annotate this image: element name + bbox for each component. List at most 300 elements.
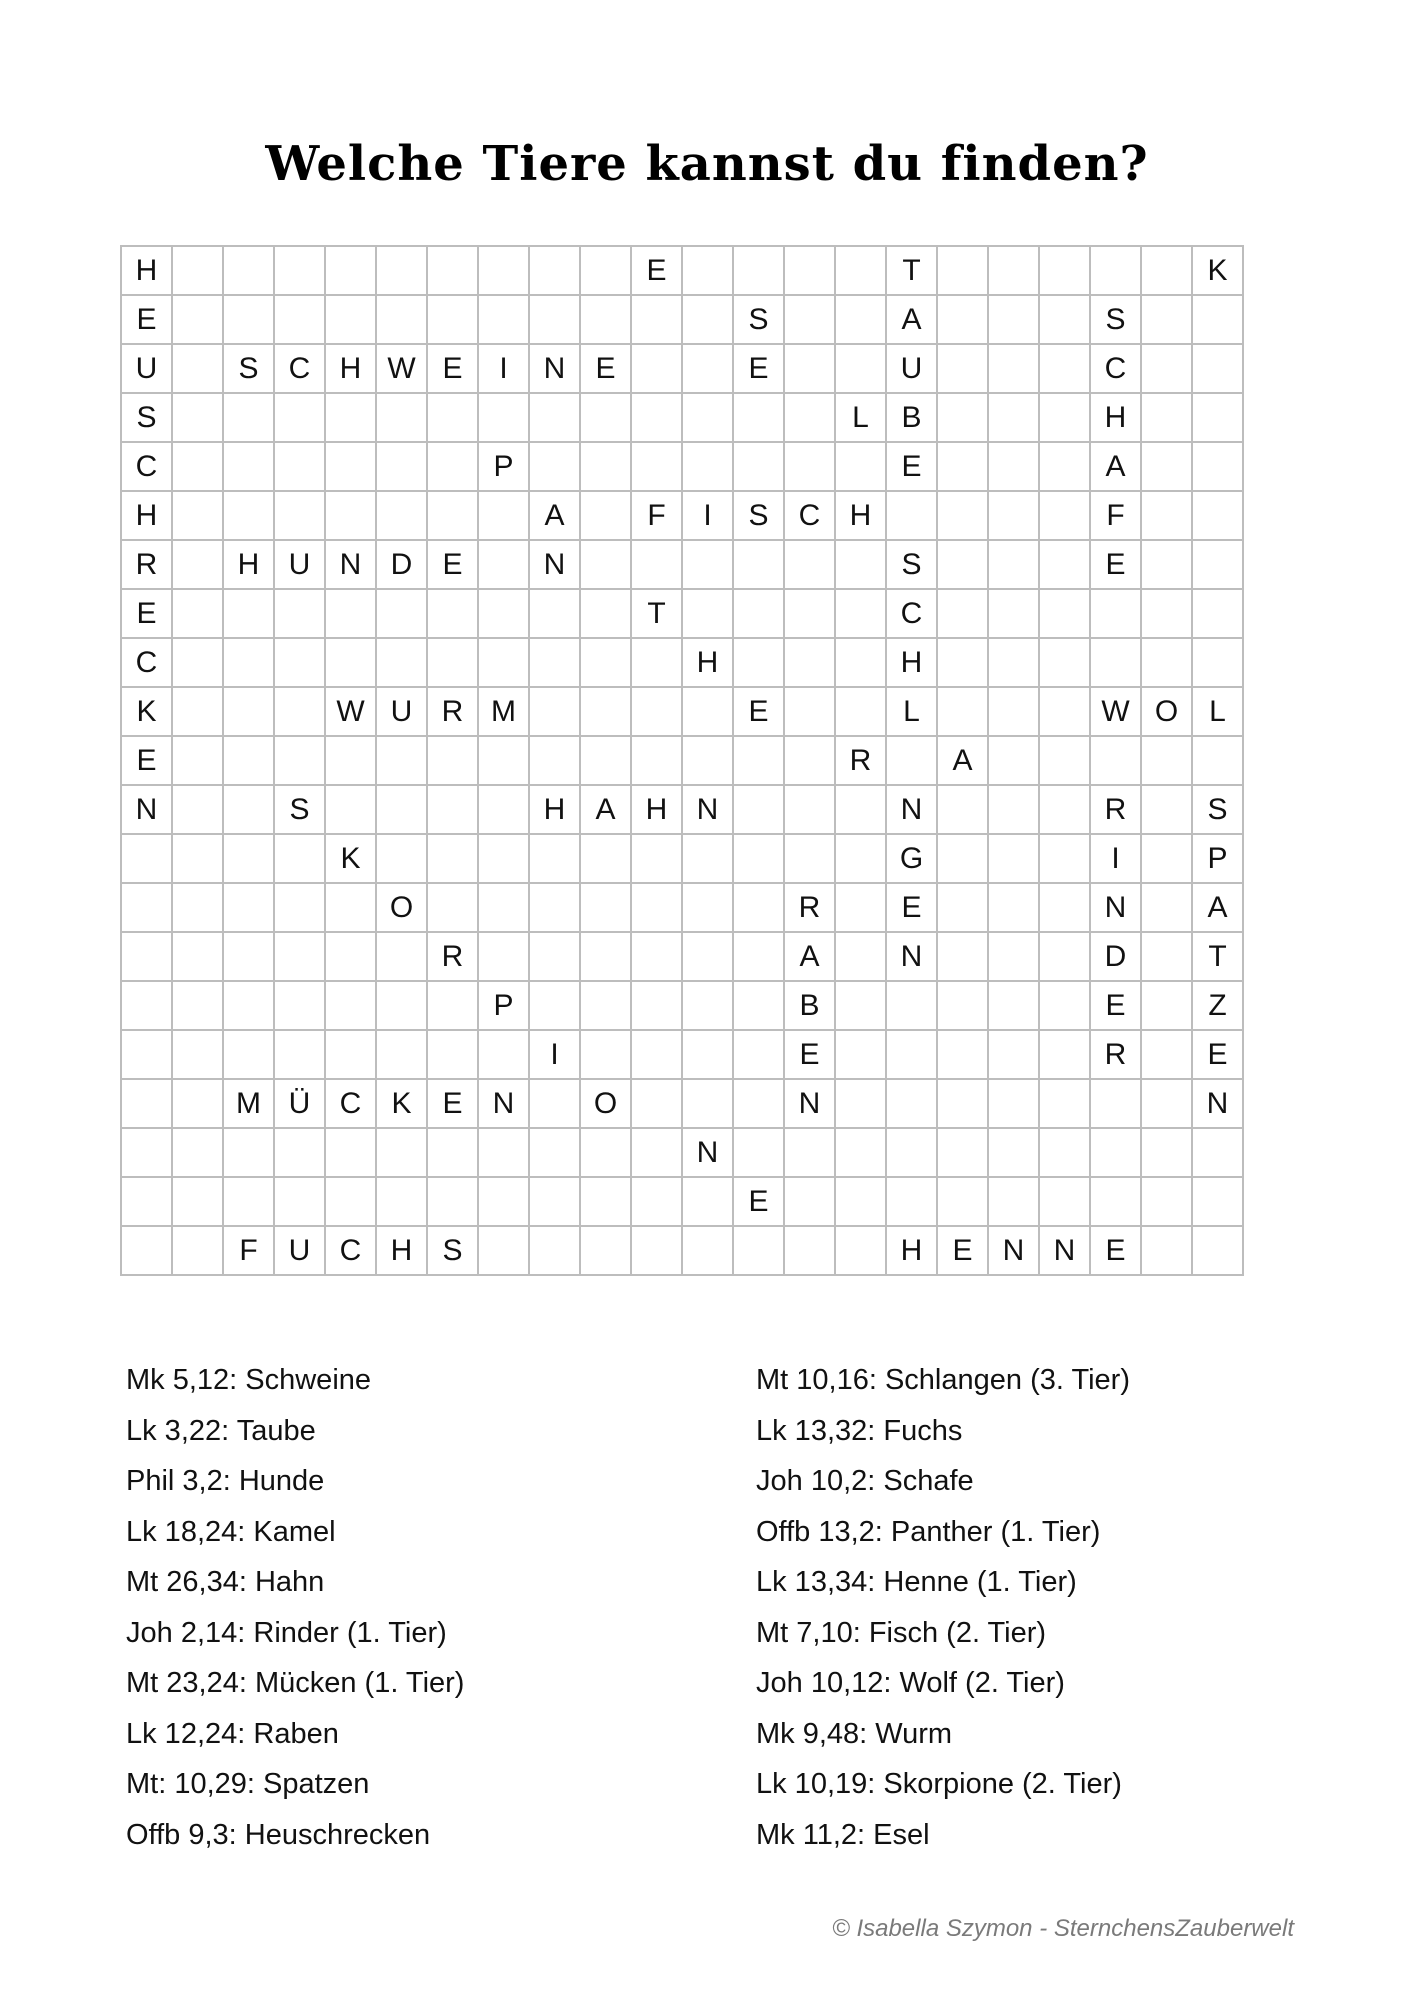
grid-cell — [376, 1128, 427, 1177]
grid-cell — [682, 1079, 733, 1128]
clue-item: Mk 9,48: Wurm — [756, 1717, 953, 1750]
grid-cell — [325, 638, 376, 687]
grid-cell — [325, 295, 376, 344]
grid-cell — [325, 981, 376, 1030]
grid-cell — [988, 834, 1039, 883]
grid-cell — [733, 932, 784, 981]
grid-cell — [733, 736, 784, 785]
clue-item: Offb 9,3: Heuschrecken — [126, 1818, 431, 1851]
grid-cell — [427, 981, 478, 1030]
copyright-notice: © Isabella Szymon - SternchensZauberwelt — [832, 1915, 1294, 1942]
grid-cell — [1039, 981, 1090, 1030]
grid-cell: C — [325, 1226, 376, 1275]
grid-cell: N — [1090, 883, 1141, 932]
grid-cell — [580, 1226, 631, 1275]
grid-cell: K — [1192, 246, 1243, 295]
grid-cell — [580, 687, 631, 736]
grid-cell — [988, 491, 1039, 540]
grid-cell — [325, 785, 376, 834]
grid-cell — [427, 1128, 478, 1177]
grid-cell — [1141, 1226, 1192, 1275]
grid-cell — [1141, 295, 1192, 344]
grid-cell: C — [274, 344, 325, 393]
grid-cell — [325, 393, 376, 442]
grid-cell: G — [886, 834, 937, 883]
grid-cell — [172, 785, 223, 834]
grid-cell: E — [1090, 981, 1141, 1030]
grid-cell: M — [223, 1079, 274, 1128]
grid-cell — [784, 1226, 835, 1275]
grid-cell: N — [325, 540, 376, 589]
grid-cell — [427, 834, 478, 883]
grid-cell — [529, 442, 580, 491]
grid-cell — [784, 540, 835, 589]
grid-cell — [682, 295, 733, 344]
grid-cell: L — [835, 393, 886, 442]
grid-cell: H — [835, 491, 886, 540]
grid-cell — [580, 1128, 631, 1177]
grid-cell — [580, 540, 631, 589]
grid-cell: A — [1090, 442, 1141, 491]
grid-cell: T — [1192, 932, 1243, 981]
grid-cell — [529, 1177, 580, 1226]
grid-row — [121, 540, 1243, 589]
grid-cell — [1141, 883, 1192, 932]
grid-cell — [1039, 736, 1090, 785]
grid-cell: C — [121, 638, 172, 687]
grid-cell — [274, 981, 325, 1030]
grid-cell — [274, 883, 325, 932]
grid-cell: N — [478, 1079, 529, 1128]
grid-cell — [1039, 932, 1090, 981]
grid-cell — [427, 491, 478, 540]
grid-cell — [1192, 540, 1243, 589]
grid-cell — [631, 932, 682, 981]
grid-cell: E — [427, 1079, 478, 1128]
grid-cell — [784, 638, 835, 687]
grid-cell — [529, 589, 580, 638]
grid-row — [121, 295, 1243, 344]
grid-cell — [937, 589, 988, 638]
grid-cell — [1192, 442, 1243, 491]
grid-cell — [682, 687, 733, 736]
grid-cell — [121, 1128, 172, 1177]
grid-cell: U — [274, 1226, 325, 1275]
grid-cell — [172, 246, 223, 295]
grid-cell: E — [631, 246, 682, 295]
grid-cell — [478, 834, 529, 883]
grid-cell: E — [733, 1177, 784, 1226]
grid-cell — [631, 344, 682, 393]
grid-cell: R — [121, 540, 172, 589]
clue-item: Joh 10,2: Schafe — [756, 1465, 974, 1497]
grid-cell — [376, 246, 427, 295]
grid-cell: E — [1090, 1226, 1141, 1275]
grid-cell — [325, 1030, 376, 1079]
grid-cell — [1192, 1128, 1243, 1177]
grid-cell — [835, 932, 886, 981]
grid-cell — [172, 491, 223, 540]
grid-cell — [223, 1030, 274, 1079]
grid-cell — [172, 834, 223, 883]
grid-cell — [937, 883, 988, 932]
grid-cell: N — [1192, 1079, 1243, 1128]
grid-cell: C — [1090, 344, 1141, 393]
grid-cell — [121, 883, 172, 932]
grid-cell — [631, 1030, 682, 1079]
grid-cell: D — [1090, 932, 1141, 981]
grid-cell — [274, 687, 325, 736]
grid-cell — [733, 589, 784, 638]
grid-cell: H — [376, 1226, 427, 1275]
grid-cell — [784, 687, 835, 736]
grid-cell — [529, 638, 580, 687]
grid-cell — [988, 442, 1039, 491]
grid-cell: T — [631, 589, 682, 638]
grid-cell: A — [529, 491, 580, 540]
grid-cell — [223, 932, 274, 981]
clue-item: Phil 3,2: Hunde — [126, 1465, 325, 1497]
grid-cell — [325, 246, 376, 295]
grid-cell — [682, 932, 733, 981]
grid-cell — [427, 1177, 478, 1226]
grid-cell: U — [886, 344, 937, 393]
grid-cell: C — [121, 442, 172, 491]
grid-cell — [121, 1226, 172, 1275]
grid-cell — [988, 393, 1039, 442]
grid-cell — [835, 344, 886, 393]
grid-cell — [988, 736, 1039, 785]
grid-cell — [274, 1177, 325, 1226]
grid-cell — [223, 981, 274, 1030]
grid-cell — [274, 932, 325, 981]
grid-cell — [376, 393, 427, 442]
grid-cell: R — [1090, 1030, 1141, 1079]
grid-cell: S — [733, 491, 784, 540]
grid-cell — [1141, 1079, 1192, 1128]
grid-cell — [733, 393, 784, 442]
grid-cell — [835, 1128, 886, 1177]
grid-cell — [784, 1128, 835, 1177]
grid-cell — [427, 442, 478, 491]
grid-cell: M — [478, 687, 529, 736]
grid-cell — [223, 393, 274, 442]
grid-cell — [427, 785, 478, 834]
grid-cell: N — [529, 540, 580, 589]
grid-cell — [988, 1128, 1039, 1177]
grid-cell: S — [223, 344, 274, 393]
grid-row — [121, 687, 1243, 736]
grid-cell — [1090, 246, 1141, 295]
grid-cell — [427, 393, 478, 442]
grid-cell: S — [733, 295, 784, 344]
grid-cell — [835, 442, 886, 491]
grid-cell — [682, 736, 733, 785]
grid-cell — [121, 834, 172, 883]
grid-row — [121, 638, 1243, 687]
grid-cell — [223, 442, 274, 491]
clue-item: Offb 13,2: Panther (1. Tier) — [756, 1515, 1101, 1548]
grid-cell: S — [1192, 785, 1243, 834]
grid-cell — [1090, 1177, 1141, 1226]
grid-row — [121, 785, 1243, 834]
grid-cell — [427, 883, 478, 932]
grid-cell — [325, 932, 376, 981]
grid-cell — [325, 1128, 376, 1177]
grid-cell — [325, 491, 376, 540]
grid-cell — [325, 442, 376, 491]
grid-cell — [682, 540, 733, 589]
grid-cell — [274, 295, 325, 344]
grid-cell — [223, 638, 274, 687]
clue-item: Lk 18,24: Kamel — [126, 1515, 336, 1548]
grid-cell — [937, 295, 988, 344]
grid-cell — [1090, 1128, 1141, 1177]
grid-cell — [529, 246, 580, 295]
grid-cell — [784, 785, 835, 834]
grid-cell: E — [121, 736, 172, 785]
grid-cell — [1039, 687, 1090, 736]
grid-cell: H — [886, 638, 937, 687]
grid-cell: E — [1192, 1030, 1243, 1079]
grid-cell — [172, 393, 223, 442]
grid-cell — [886, 736, 937, 785]
grid-cell — [274, 1128, 325, 1177]
grid-cell: W — [1090, 687, 1141, 736]
grid-cell: O — [580, 1079, 631, 1128]
grid-cell — [580, 834, 631, 883]
grid-cell — [223, 1128, 274, 1177]
grid-cell — [1039, 834, 1090, 883]
grid-cell — [1192, 491, 1243, 540]
grid-cell — [988, 981, 1039, 1030]
grid-cell: S — [121, 393, 172, 442]
grid-cell: I — [478, 344, 529, 393]
grid-cell — [580, 393, 631, 442]
grid-row — [121, 932, 1243, 981]
grid-cell — [886, 1030, 937, 1079]
grid-cell — [631, 1226, 682, 1275]
grid-cell — [172, 638, 223, 687]
grid-cell: U — [376, 687, 427, 736]
word-search-grid — [120, 245, 1244, 1276]
grid-cell — [733, 1030, 784, 1079]
grid-cell — [1192, 638, 1243, 687]
grid-cell — [733, 638, 784, 687]
grid-cell: B — [784, 981, 835, 1030]
grid-cell — [376, 932, 427, 981]
grid-cell — [274, 393, 325, 442]
grid-cell: S — [1090, 295, 1141, 344]
grid-cell — [988, 932, 1039, 981]
grid-cell — [274, 834, 325, 883]
grid-cell — [682, 981, 733, 1030]
grid-cell: C — [325, 1079, 376, 1128]
grid-cell: N — [886, 785, 937, 834]
grid-cell — [172, 1030, 223, 1079]
grid-cell — [121, 1177, 172, 1226]
grid-cell: E — [121, 295, 172, 344]
grid-cell: W — [376, 344, 427, 393]
grid-cell — [937, 981, 988, 1030]
grid-cell: H — [121, 491, 172, 540]
grid-cell — [733, 1128, 784, 1177]
grid-cell: K — [376, 1079, 427, 1128]
grid-cell — [835, 1079, 886, 1128]
grid-cell: E — [886, 442, 937, 491]
grid-cell — [835, 638, 886, 687]
clue-item: Mk 11,2: Esel — [756, 1818, 930, 1851]
grid-cell — [733, 442, 784, 491]
grid-cell — [733, 785, 784, 834]
grid-cell — [1141, 491, 1192, 540]
grid-cell — [121, 932, 172, 981]
grid-cell — [427, 1030, 478, 1079]
grid-cell: E — [427, 540, 478, 589]
grid-cell — [1192, 736, 1243, 785]
grid-cell — [1192, 295, 1243, 344]
grid-cell — [376, 1177, 427, 1226]
grid-cell: K — [325, 834, 376, 883]
grid-cell — [835, 246, 886, 295]
grid-cell — [325, 1177, 376, 1226]
grid-cell — [886, 1128, 937, 1177]
clue-item: Lk 3,22: Taube — [126, 1414, 316, 1447]
grid-cell — [274, 491, 325, 540]
grid-cell — [631, 834, 682, 883]
grid-cell — [682, 246, 733, 295]
grid-row — [121, 491, 1243, 540]
grid-cell: U — [274, 540, 325, 589]
grid-cell: C — [784, 491, 835, 540]
grid-cell: I — [529, 1030, 580, 1079]
grid-cell — [1039, 785, 1090, 834]
grid-cell — [937, 1030, 988, 1079]
grid-cell — [937, 442, 988, 491]
grid-cell: T — [886, 246, 937, 295]
grid-cell — [223, 834, 274, 883]
clue-item: Mt 26,34: Hahn — [126, 1566, 325, 1598]
grid-cell: H — [529, 785, 580, 834]
grid-cell — [886, 491, 937, 540]
grid-cell: R — [427, 932, 478, 981]
grid-cell — [172, 540, 223, 589]
page-title: Welche Tiere kannst du finden? — [265, 136, 1149, 192]
grid-cell — [529, 1128, 580, 1177]
grid-cell — [1192, 1226, 1243, 1275]
grid-cell — [1090, 1079, 1141, 1128]
grid-cell: O — [1141, 687, 1192, 736]
grid-cell: E — [427, 344, 478, 393]
grid-cell — [580, 1177, 631, 1226]
grid-cell: N — [988, 1226, 1039, 1275]
grid-cell — [1141, 442, 1192, 491]
grid-cell — [274, 589, 325, 638]
grid-cell — [580, 981, 631, 1030]
grid-cell — [835, 1030, 886, 1079]
grid-cell — [478, 1177, 529, 1226]
grid-cell — [784, 442, 835, 491]
grid-cell — [121, 1030, 172, 1079]
grid-cell — [733, 540, 784, 589]
grid-cell: H — [631, 785, 682, 834]
clue-item: Mt 7,10: Fisch (2. Tier) — [756, 1616, 1047, 1649]
grid-cell — [988, 1030, 1039, 1079]
grid-cell — [733, 246, 784, 295]
grid-cell — [529, 687, 580, 736]
clue-list-left — [126, 1355, 686, 1860]
grid-cell — [376, 981, 427, 1030]
grid-cell: H — [223, 540, 274, 589]
grid-cell — [733, 1079, 784, 1128]
grid-cell — [478, 1128, 529, 1177]
grid-cell — [274, 442, 325, 491]
grid-cell: E — [937, 1226, 988, 1275]
clue-item: Lk 10,19: Skorpione (2. Tier) — [756, 1768, 1122, 1800]
grid-cell — [835, 295, 886, 344]
grid-cell — [478, 246, 529, 295]
grid-cell: N — [682, 785, 733, 834]
grid-cell — [1141, 981, 1192, 1030]
grid-cell — [886, 1079, 937, 1128]
grid-cell — [835, 1177, 886, 1226]
grid-cell — [835, 883, 886, 932]
grid-cell: F — [1090, 491, 1141, 540]
grid-cell — [223, 736, 274, 785]
grid-cell — [784, 393, 835, 442]
grid-cell — [529, 1226, 580, 1275]
grid-cell — [631, 687, 682, 736]
grid-cell — [988, 1177, 1039, 1226]
grid-cell — [1192, 344, 1243, 393]
grid-cell — [631, 736, 682, 785]
grid-cell — [427, 736, 478, 785]
grid-cell — [376, 736, 427, 785]
grid-cell: R — [835, 736, 886, 785]
grid-cell — [580, 1030, 631, 1079]
grid-cell: E — [580, 344, 631, 393]
grid-cell — [223, 295, 274, 344]
grid-row — [121, 246, 1243, 295]
grid-cell — [937, 540, 988, 589]
grid-cell — [1039, 1177, 1090, 1226]
grid-cell — [376, 442, 427, 491]
grid-cell — [172, 1128, 223, 1177]
grid-cell — [223, 883, 274, 932]
grid-cell — [172, 883, 223, 932]
grid-cell — [886, 981, 937, 1030]
grid-cell — [1039, 344, 1090, 393]
grid-cell — [580, 883, 631, 932]
grid-cell — [376, 638, 427, 687]
clue-item: Joh 10,12: Wolf (2. Tier) — [756, 1667, 1065, 1699]
grid-cell — [325, 589, 376, 638]
grid-cell — [937, 1177, 988, 1226]
grid-cell — [682, 442, 733, 491]
grid-row — [121, 1030, 1243, 1079]
grid-cell — [835, 687, 886, 736]
grid-cell — [631, 540, 682, 589]
clue-item: Lk 12,24: Raben — [126, 1717, 339, 1750]
grid-cell — [1192, 1177, 1243, 1226]
grid-cell: H — [682, 638, 733, 687]
clue-item: Mt 23,24: Mücken (1. Tier) — [126, 1667, 465, 1699]
grid-cell: P — [478, 442, 529, 491]
grid-cell — [1141, 393, 1192, 442]
clue-item: Lk 13,32: Fuchs — [756, 1414, 963, 1447]
grid-row — [121, 736, 1243, 785]
grid-cell: N — [784, 1079, 835, 1128]
